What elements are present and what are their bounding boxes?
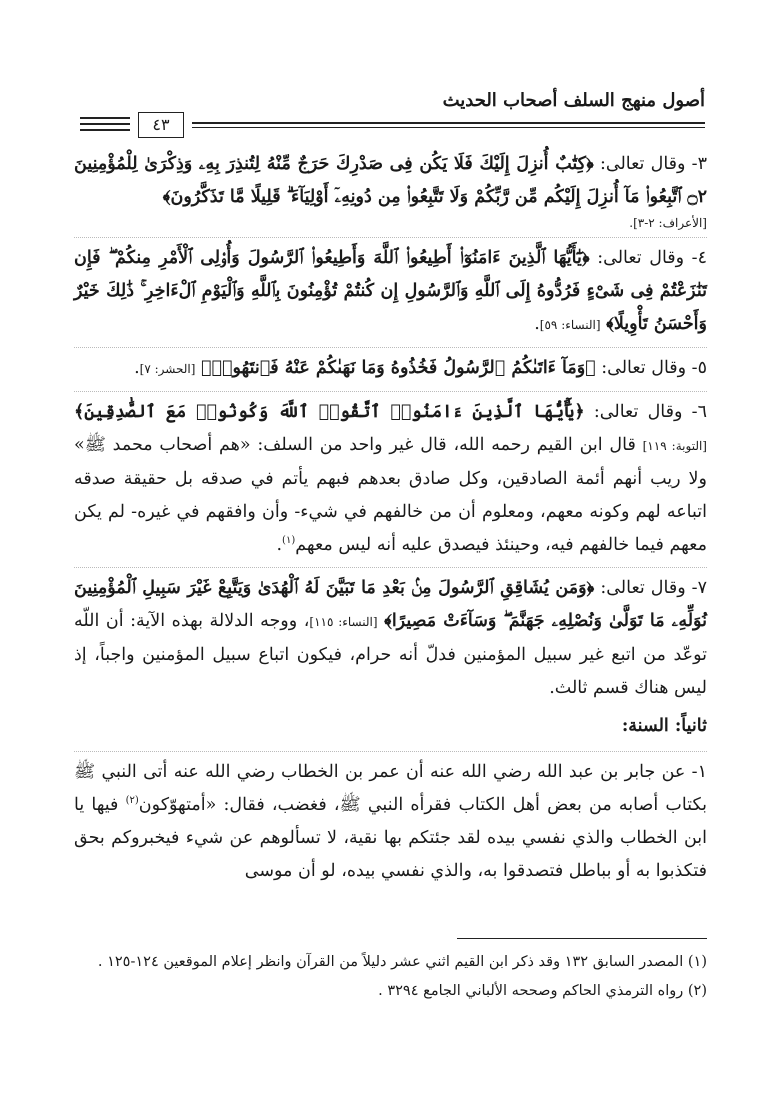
verse-reference: [الحشر: ٧] [139,362,196,376]
header-rule [192,122,705,124]
page-number: ٤٣ [138,112,184,138]
verse-reference: [النساء: ٥٩] [539,318,601,332]
footnote-1: (١) المصدر السابق ١٣٢ وقد ذكر ابن القيم اثني عشر دليلاً من القرآن وانظر إعلام الموقعين ١٢٤-١٢٥ . [97,954,707,970]
quran-verse: ﴿يَٰٓأَيُّهَا ٱلَّذِينَ ءَامَنُوٓا۟ أَطِيعُوا۟ ٱللَّهَ وَأَطِيعُوا۟ ٱلرَّسُولَ وَأُو۟لِى ٱلْأَمْرِ مِنكُمْ ۖ فَإِن تَنَٰزَعْتُمْ فِى شَىْءٍ فَرُدُّوهُ إِلَى ٱللَّهِ وَٱلرَّسُولِ إِن كُنتُمْ تُؤْمِنُونَ بِٱللَّهِ وَٱلْيَوْمِ ٱلْءَاخِرِ ۚ ذَٰلِكَ خَيْرٌ وَأَحْسَنُ تَأْوِيلًا﴾ [74,248,707,334]
footnote-2: (٢) رواه الترمذي الحاكم وصححه الألباني الجامع ٣٢٩٤ . [378,983,707,999]
verse-reference: [الأعراف: ٢-٣] [633,216,707,230]
period: . [276,535,283,555]
period: . [534,314,540,334]
quran-verse: ﴿وَمَآ ءَاتَىٰكُمُ ٱلرَّسُولُ فَخُذُوهُ وَمَا نَهَىٰكُمْ عَنْهُ فَٱنتَهُوا۟﴾ [201,358,596,378]
paragraph-body: قال ابن القيم رحمه الله، قال غير واحد من السلف: «هم أصحاب محمد ﷺ» ولا ريب أنهم أئمة الصادقين، وكل صادق بعدهم فبهم يأتم في صدقه بل حقيقة صدقه اتباعه لهم وكونه معهم، ومعلوم أن من خالفهم في شيء- وأن وافقهم في غيره- لم يكن معهم فيما خالفهم فيه، وحينئذ فيصدق عليه أنه ليس معهم [74,435,707,555]
paragraph-prefix: ٣- وقال تعالى: [593,154,707,174]
header-ornament-line [80,129,130,131]
main-text [74,148,707,893]
paragraph-prefix: ٤- وقال تعالى: [589,248,707,268]
period: . [629,216,634,230]
verse-reference: [التوبة: ١١٩] [642,439,707,453]
running-header-title: أصول منهج السلف أصحاب الحديث [442,90,705,111]
header-ornament-line [80,117,130,119]
quran-verse: ﴿وَمَن يُشَاقِقِ ٱلرَّسُولَ مِنۢ بَعْدِ مَا تَبَيَّنَ لَهُ ٱلْهُدَىٰ وَيَتَّبِعْ غَيْرَ سَبِيلِ ٱلْمُؤْمِنِينَ نُوَلِّهِۦ مَا تَوَلَّىٰ وَنُصْلِهِۦ جَهَنَّمَ ۖ وَسَآءَتْ مَصِيرًا﴾ [74,578,707,631]
paragraph-body: ، ووجه الدلالة بهذه الآية: أن اللّه توعّد من اتبع غير سبيل المؤمنين فدلّ أنه حرام، فيكون اتباع سبيل المؤمنين واجباً، إذ ليس هناك قسم ثالث. [74,611,707,698]
header-ornament-line [80,123,130,125]
footnotes [74,950,707,1008]
paragraph-6 [74,391,707,562]
paragraph-prefix: ٧- وقال تعالى: [594,578,707,598]
hadith-paragraph [74,751,707,888]
paragraph-4 [74,237,707,342]
paragraph-3 [74,148,707,214]
paragraph-7 [74,567,707,705]
verse-reference-line [74,213,707,233]
hadith-text: ١- عن جابر بن عبد الله رضي الله عنه أن عمر بن الخطاب رضي الله عنه أتى النبي ﷺ بكتاب أصابه من بعض أهل الكتاب فقرأه النبي ﷺ، فغضب، فقال: «أمتهوّكون [74,762,708,815]
footnote-separator [457,938,707,939]
header-rule-thin [192,127,705,128]
paragraph-5 [74,347,707,386]
verse-reference: [النساء: ١١٥] [309,615,378,629]
period: . [134,358,140,378]
section-heading: ثانياً: السنة: [621,716,707,736]
hadith-text-continued: فيها يا ابن الخطاب والذي نفسي بيده لقد جئتكم بها نقية، لا تسألوهم عن شيء فيخبروكم بحق فتكذبوا به أو بباطل فتصدقوا به، والذي نفسي بيده، لو أن موسى [74,795,707,881]
paragraph-prefix: ٥- وقال تعالى: [595,358,707,378]
paragraph-prefix: ٦- وقال تعالى: [584,402,707,422]
footnote-marker: (١) [282,535,296,547]
quran-verse: ﴿كِتَٰبٌ أُنزِلَ إِلَيْكَ فَلَا يَكُن فِى صَدْرِكَ حَرَجٌ مِّنْهُ لِتُنذِرَ بِهِۦ وَذِكْرَىٰ لِلْمُؤْمِنِينَ ۝٢ ٱتَّبِعُوا۟ مَآ أُنزِلَ إِلَيْكُم مِّن رَّبِّكُمْ وَلَا تَتَّبِعُوا۟ مِن دُونِهِۦٓ أَوْلِيَآءَ ۗ قَلِيلًا مَّا تَذَكَّرُونَ﴾ [74,154,707,207]
quran-verse: ﴿يَٰٓأَيُّهَا ٱلَّذِينَ ءَامَنُوا۟ ٱتَّقُوا۟ ٱللَّهَ وَكُونُوا۟ مَعَ ٱلصَّٰدِقِينَ﴾ [74,402,585,422]
footnote-marker: (٢) [125,795,139,807]
